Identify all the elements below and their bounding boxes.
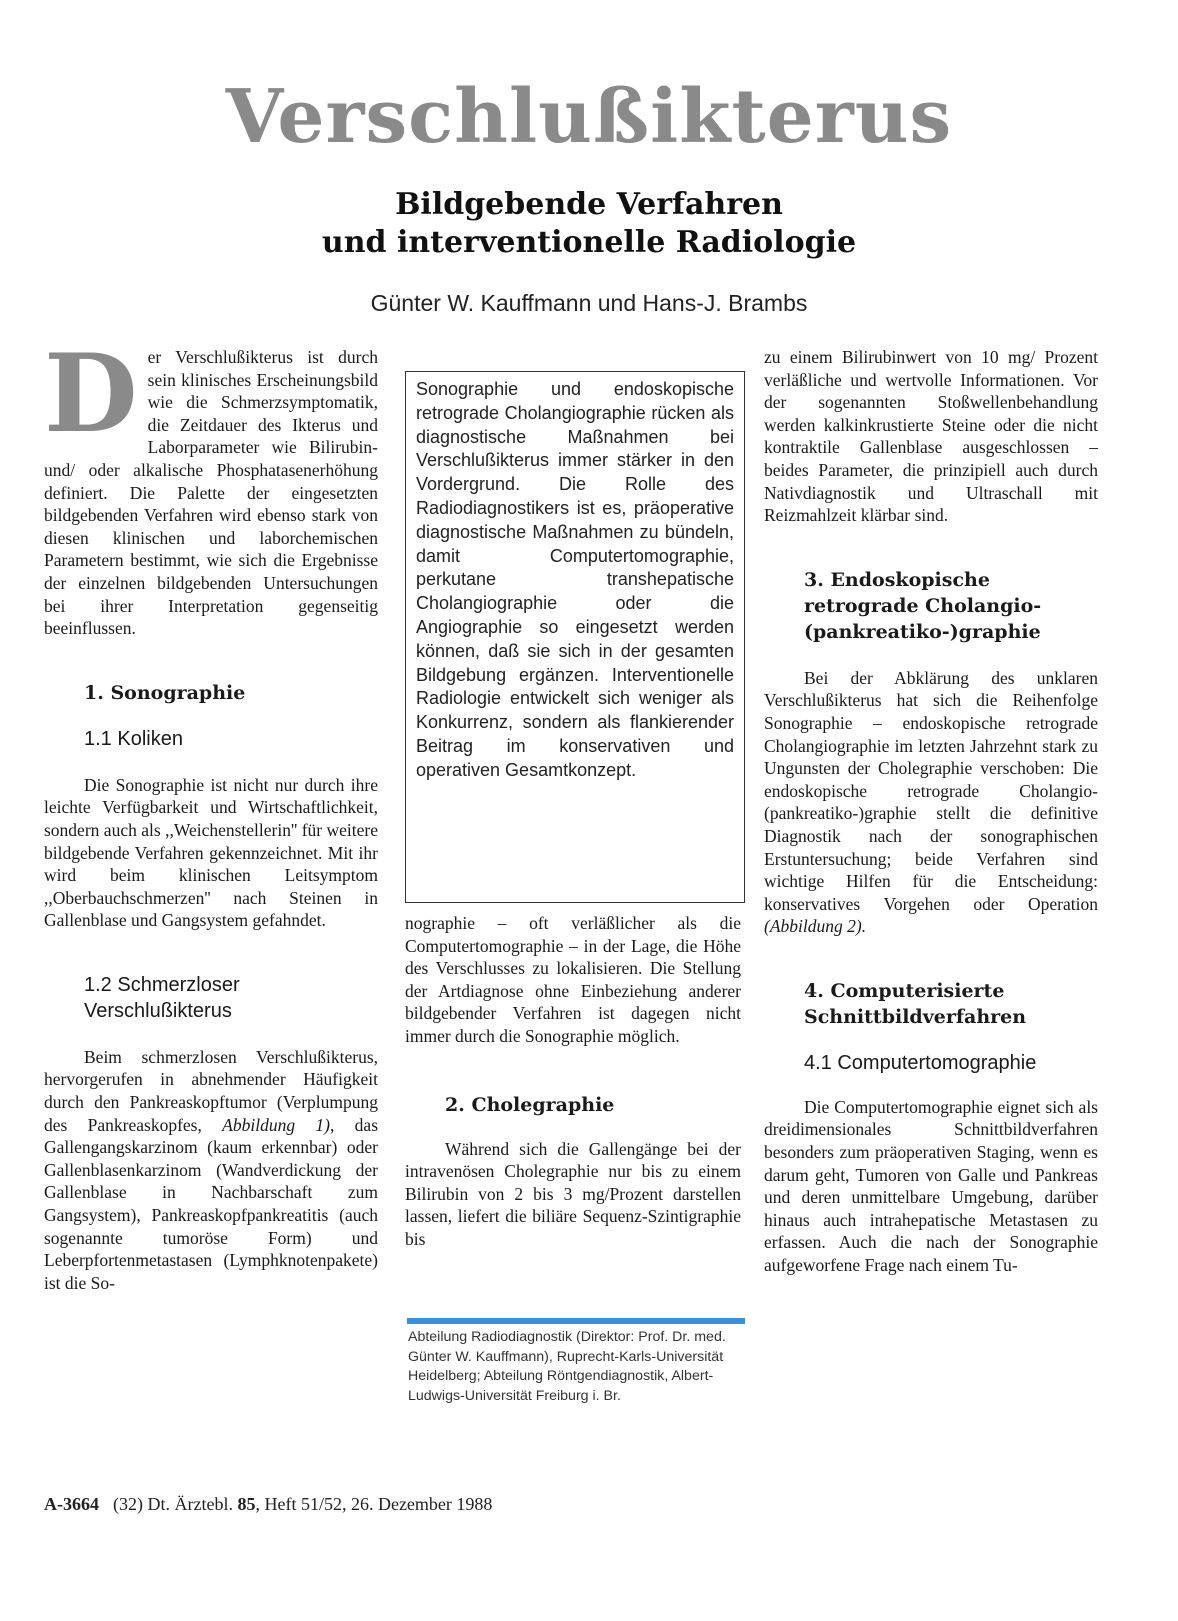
- page-number: A-3664: [44, 1494, 99, 1514]
- heading-computerisierte: [764, 978, 1098, 1030]
- author-affiliation: Abteilung Radiodiagnostik (Direktor: Prof. Dr. med. Günter W. Kauffmann), Ruprecht-Karls-Universität Heidelberg; Abteilung Röntgendiagnostik, Albert-Ludwigs-Universität Freiburg i. Br.: [408, 1329, 726, 1404]
- heading-endoskopische-line-1: 3. Endoskopische: [804, 568, 990, 591]
- article-title: Verschlußikterus: [225, 74, 953, 160]
- affiliation-rule: [407, 1318, 745, 1324]
- heading-computerisierte-line-1: 4. Computerisierte: [804, 979, 1005, 1002]
- article-subtitle: [0, 186, 1178, 262]
- paragraph-schmerzlos: [44, 1046, 378, 1295]
- column-3: [764, 346, 1098, 1277]
- journal-issue-a: (32) Dt. Ärztebl.: [113, 1494, 238, 1514]
- paragraph-sonographie-continued: nographie – oft verläßlicher als die Computertomographie – in der Lage, die Höhe des Verschlusses zu lokalisieren. Die Stellung der Artdiagnose ohne Einbeziehung anderer bildgebender Verfahren ist dagegen nicht immer durch die Sonographie möglich.: [405, 913, 741, 1046]
- figure-reference-2: (Abbildung 2).: [764, 916, 867, 937]
- journal-volume: 85: [237, 1494, 256, 1514]
- abstract-box: [405, 371, 745, 903]
- paragraph-schmerzlos-a: Beim schmerzlosen Verschlußikterus, hervorgerufen in abnehmender Häufigkeit durch den Pankreaskopftumor (Verplumpung des Pankreaskopfes,: [44, 1046, 378, 1135]
- heading-koliken: 1.1 Koliken: [84, 727, 183, 750]
- heading-computertomographie: 4.1 Computertomographie: [804, 1051, 1037, 1074]
- paragraph-endoskopische: [764, 667, 1098, 938]
- drop-cap: D: [44, 331, 138, 457]
- subtitle-line-2: und interventionelle Radiologie: [321, 225, 857, 260]
- heading-schmerzlos: [44, 972, 378, 1024]
- abstract-text: Sonographie und endoskopische retrograde Cholangiographie rücken als diagnostische Maßnahmen bei Verschlußikterus immer stärker in den Vordergrund. Die Rolle des Radiodiagnostikers ist es, präoperative diagnostische Maßnahmen zu bündeln, damit Computertomographie, perkutane transhepatische Cholangiographie oder die Angiographie so eingesetzt werden können, daß sie sich in der gesamten Bildgebung ergänzen. Interventionelle Radiologie entwickelt sich weniger als Konkurrenz, sondern als flankierender Beitrag im konservativen und operativen Gesamtkonzept.: [416, 379, 734, 780]
- paragraph-computertomographie: Die Computertomographie eignet sich als dreidimensionales Schnittbildverfahren besonders zum präoperativen Staging, wenn es darum geht, Tumoren von Galle und Pankreas und deren unmittelbare Umgebung, darüber hinaus auch intrahepatische Metastasen zu erfassen. Auch die nach der Sonographie aufgeworfene Frage nach einem Tu-: [764, 1096, 1098, 1276]
- column-2: [405, 912, 741, 1251]
- heading-sonographie: 1. Sonographie: [84, 681, 246, 704]
- heading-computerisierte-line-2: Schnittbildverfahren: [804, 1005, 1027, 1028]
- paragraph-koliken: Die Sonographie ist nicht nur durch ihre leichte Verfügbarkeit und Wirtschaftlichkeit, sondern auch als ,,Weichenstellerin'' für weitere bildgebende Verfahren gekennzeichnet. Mit ihr wird beim klinischen Leitsymptom ,,Oberbauchschmerzen'' nach Steinen in Gallenblase und Gangsystem gefahndet.: [44, 774, 378, 931]
- subtitle-line-1: Bildgebende Verfahren: [395, 187, 783, 222]
- paragraph-bilirubin-continued: zu einem Bilirubinwert von 10 mg/ Prozent verläßliche und wertvolle Informationen. Vor der sogenannten Stoßwellenbehandlung werden kalkinkrustierte Steine oder die nicht kontraktile Gallenblase ausgeschlossen – beides Parameter, die prinzipiell auch durch Nativdiagnostik und Ultraschall mit Reizmahlzeit klärbar sind.: [764, 347, 1098, 526]
- heading-schmerzlos-line-2: Verschlußikterus: [84, 999, 232, 1022]
- paragraph-endoskopische-text: Bei der Abklärung des unklaren Verschlußikterus hat sich die Reihenfolge Sonographie – endoskopische retrograde Cholangiographie im letzten Jahrzehnt stark zu Ungunsten der Cholegraphie verschoben: Die endoskopische retrograde Cholangio-(pankreatiko-)graphie stellt die definitive Diagnostik nach der sonographischen Erstuntersuchung; beide Verfahren sind wichtige Hilfen für die Entscheidung: konservatives Vorgehen oder Operation: [764, 667, 1098, 914]
- journal-issue-b: , Heft 51/52, 26. Dezember 1988: [255, 1494, 493, 1514]
- intro-text: er Verschlußikterus ist durch sein klinisches Erscheinungsbild wie die Schmerzsymptomatik, die Zeitdauer des Ikterus und Laborparameter wie Bilirubin- und/ oder alkalische Phosphatasenerhöhung definiert. Die Palette der eingesetzten bildgebenden Verfahren wird ebenso stark von diesen klinischen und laborchemischen Parametern bestimmt, wie sich die Ergebnisse der einzelnen bildgebenden Untersuchungen bei ihrer Interpretation gegenseitig beeinflussen.: [44, 347, 378, 639]
- intro-paragraph: [44, 331, 378, 640]
- paragraph-schmerzlos-b: , das Gallengangskarzinom (kaum erkennbar) oder Gallenblasenkarzinom (Wandverdickung der Gallenblase in Nachbarschaft zum Gangsystem), Pankreaskopfpankreatitis (auch sogenannte tumoröse Form) und Leberpfortenmetastasen (Lymphknotenpakete) ist die So-: [44, 1114, 379, 1293]
- heading-endoskopische-line-2: retrograde Cholangio-: [804, 594, 1042, 617]
- heading-endoskopische: [764, 567, 1098, 645]
- heading-schmerzlos-line-1: 1.2 Schmerzloser: [84, 973, 240, 996]
- page-footer: [44, 1494, 492, 1515]
- column-1: [44, 331, 379, 1294]
- heading-cholegraphie: 2. Cholegraphie: [445, 1093, 615, 1116]
- paragraph-cholegraphie: Während sich die Gallengänge bei der intravenösen Cholegraphie nur bis zu einem Bilirubin von 2 bis 3 mg/Prozent darstellen lassen, liefert die biliäre Sequenz-Szintigraphie bis: [405, 1138, 741, 1249]
- article-authors: Günter W. Kauffmann und Hans-J. Brambs: [370, 290, 808, 316]
- heading-endoskopische-line-3: (pankreatiko-)graphie: [804, 620, 1041, 643]
- figure-reference-1: Abbildung 1): [222, 1114, 330, 1135]
